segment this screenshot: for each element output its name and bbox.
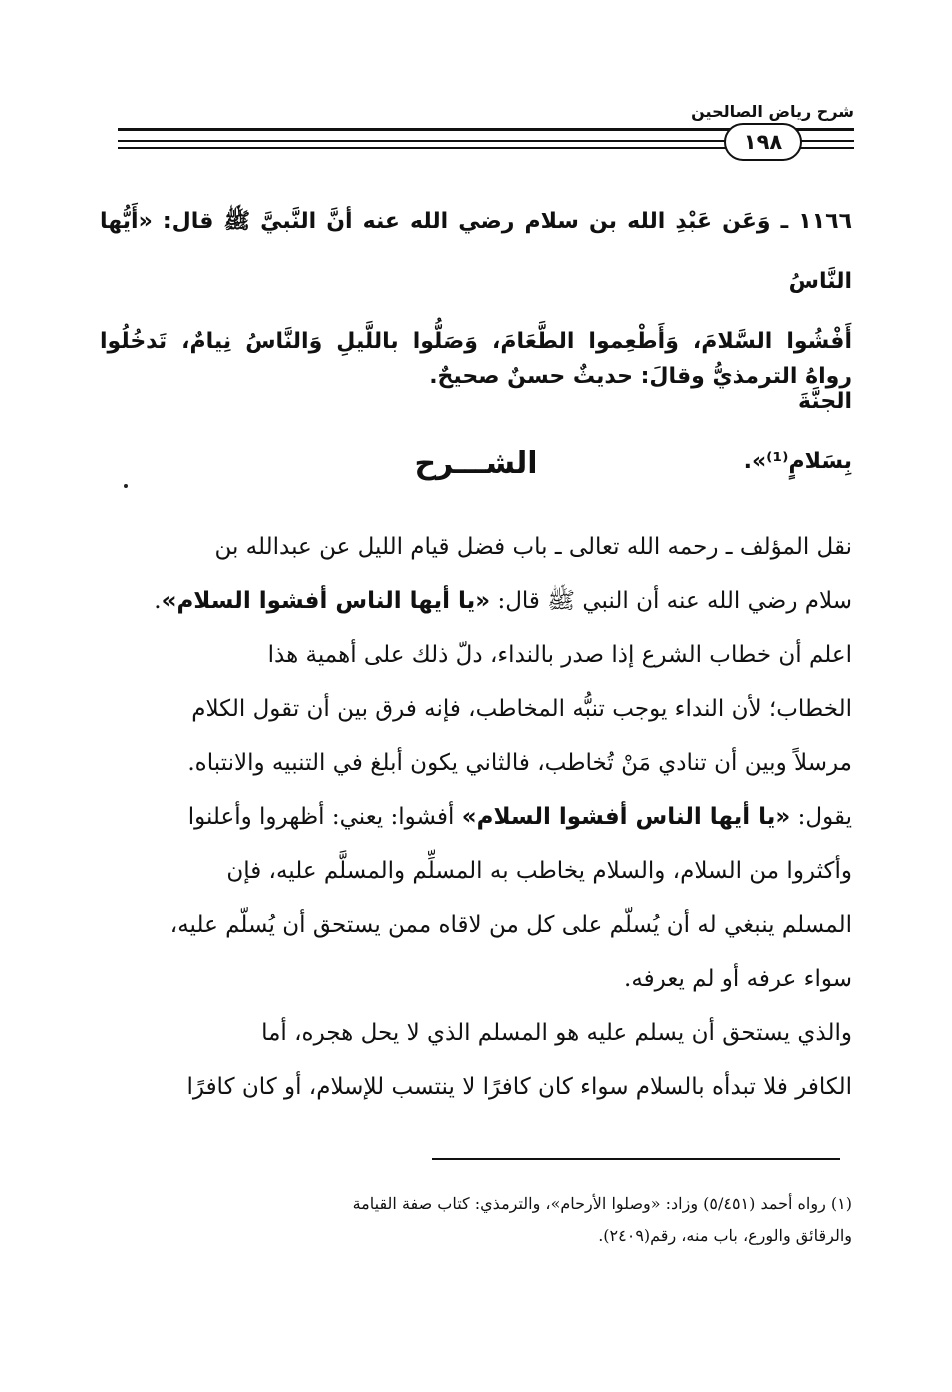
- commentary-line: يقول:: [790, 804, 852, 830]
- commentary-paragraph-4: [100, 1006, 852, 1114]
- hadith-line: أَفْشُوا السَّلامَ، وَأَطْعِموا الطَّعَامَ، وَصَلُّوا باللَّيلِ وَالنَّاسُ نِيامٌ، تَدخُلُوا الجنَّةَ: [100, 329, 852, 414]
- commentary-line: والذي يستحق أن يسلم عليه هو المسلم الذي لا يحل هجره، أما: [261, 1020, 852, 1046]
- hadith-line: بِسَلامٍ⁽¹⁾».: [743, 449, 852, 474]
- punctuation: .: [154, 588, 162, 614]
- hadith-narration: رواهُ الترمذيُّ وقالَ: حديثٌ حسنٌ صحيحٌ.: [429, 364, 852, 389]
- commentary: [100, 520, 852, 1114]
- hadith-quote: «يا أيها الناس أفشوا السلام»: [161, 588, 491, 614]
- footnote-separator: [432, 1158, 840, 1160]
- commentary-line: اعلم أن خطاب الشرع إذا صدر بالنداء، دلّ ذلك على أهمية هذا: [267, 642, 852, 668]
- commentary-line: وأكثروا من السلام، والسلام يخاطب به المسلِّم والمسلَّم عليه، فإن: [226, 858, 852, 884]
- commentary-line: سواء عرفه أو لم يعرفه.: [624, 966, 852, 992]
- commentary-line: المسلم ينبغي له أن يُسلّم على كل من لاقاه ممن يستحق أن يُسلّم عليه،: [169, 912, 852, 938]
- stray-dot: [124, 484, 128, 488]
- footnote-line: (١) رواه أحمد (٥/٤٥١) وزاد: «وصلوا الأرحام»، والترمذي: كتاب صفة القيامة: [352, 1194, 852, 1213]
- commentary-line: الخطاب؛ لأن النداء يوجب تنبُّه المخاطب، فإنه فرق بين أن تقول الكلام: [191, 696, 852, 722]
- commentary-line: سلام رضي الله عنه أن النبي ﷺ قال:: [490, 588, 852, 614]
- commentary-paragraph-1: [100, 520, 852, 628]
- commentary-paragraph-2: [100, 628, 852, 790]
- footnote-line: والرقائق والورع، باب منه، رقم(٢٤٠٩).: [598, 1226, 852, 1245]
- running-title: شرح رياض الصالحين: [691, 102, 854, 121]
- hadith-quote: «يا أيها الناس أفشوا السلام»: [461, 804, 791, 830]
- commentary-line: نقل المؤلف ـ رحمه الله تعالى ـ باب فضل قيام الليل عن عبدالله بن: [214, 534, 852, 560]
- commentary-line: أفشوا: يعني: أظهروا وأعلنوا: [187, 804, 462, 830]
- hadith-line: ١١٦٦ ـ وَعَن عَبْدِ الله بن سلام رضي الله عنه أنَّ النَّبيَّ ﷺ قال: «أَيُّها النَّاسُ: [100, 209, 852, 294]
- section-title: الشـــرح: [414, 446, 538, 481]
- commentary-line: الكافر فلا تبدأه بالسلام سواء كان كافرًا لا ينتسب للإسلام، أو كان كافرًا: [186, 1074, 852, 1100]
- footnote: [100, 1188, 852, 1252]
- commentary-paragraph-3: [100, 790, 852, 1006]
- commentary-line: مرسلاً وبين أن تنادي مَنْ تُخاطب، فالثاني يكون أبلغ في التنبيه والانتباه.: [187, 750, 852, 776]
- page-number: ١٩٨: [724, 123, 802, 161]
